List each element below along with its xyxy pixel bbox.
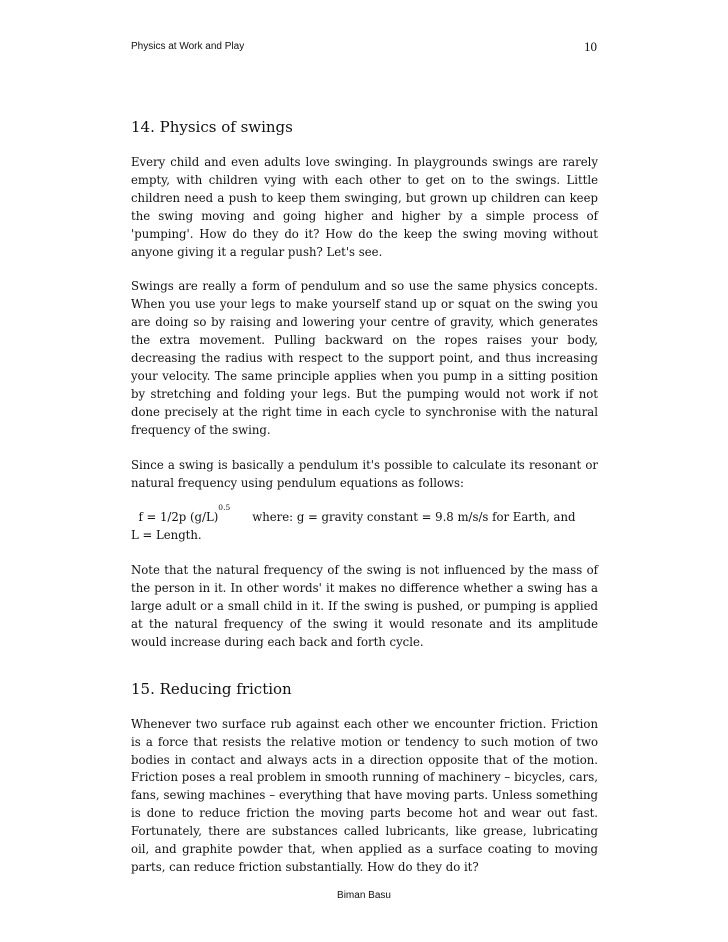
page-body xyxy=(131,117,598,877)
formula-exponent: 0.5 xyxy=(218,503,231,513)
paragraph-swings-frequency: Since a swing is basically a pendulum it's possible to calculate its resonant or natural frequency using pendulum equations as follows: xyxy=(131,457,598,490)
section-heading-friction: 15. Reducing friction xyxy=(131,679,292,698)
formula-where-text: where: g = gravity constant = 9.8 m/s/s for Earth, and xyxy=(252,510,576,525)
formula-expression: f = 1/2p (g/L) xyxy=(138,510,219,525)
formula-block xyxy=(131,503,598,545)
formula-line xyxy=(131,503,576,525)
page-header xyxy=(131,41,597,57)
page-footer-author: Biman Basu xyxy=(337,890,391,901)
running-title: Physics at Work and Play xyxy=(131,41,245,52)
paragraph-swings-intro: Every child and even adults love swinging. In playgrounds swings are rarely empty, with children vying with each other to get on to the swings. Little children need a push to keep them swinging, but grown up children can keep the swing moving and going higher and higher by a simple process of 'pumping'. How do they do it? How do the keep the swing moving without anyone giving it a regular push? Let's see. xyxy=(131,155,598,259)
page-number: 10 xyxy=(584,39,597,54)
section-heading-swings: 14. Physics of swings xyxy=(131,118,293,136)
paragraph-swings-mass: Note that the natural frequency of the swing is not influenced by the mass of the person in it. In other words' it makes no difference whether a swing has a large adult or a small child in it. If the swing is pushed, or pumping is applied at the natural frequency of the swing it would resonate and its amplitude would increase during each back and forth cycle. xyxy=(131,563,598,649)
formula-continuation: L = Length. xyxy=(131,528,202,543)
paragraph-swings-pendulum: Swings are really a form of pendulum and so use the same physics concepts. When you use your legs to make yourself stand up or squat on the swing you are doing so by raising and lowering your centre of gravity, which generates the extra movement. Pulling backward on the ropes raises your body, decreasing the radius with respect to the support point, and thus increasing your velocity. The same principle applies when you pump in a sitting position by stretching and folding your legs. But the pumping would not work if not done precisely at the right time in each cycle to synchronise with the natural frequency of the swing. xyxy=(131,279,598,437)
paragraph-friction: Whenever two surface rub against each other we encounter friction. Friction is a force that resists the relative motion or tendency to such motion of two bodies in contact and always acts in a direction opposite that of the motion. Friction poses a real problem in smooth running of machinery – bicycles, cars, fans, sewing machines – everything that have moving parts. Unless something is done to reduce friction the moving parts become hot and wear out fast. Fortunately, there are substances called lubricants, like grease, lubricating oil, and graphite powder that, when applied as a surface coating to moving parts, can reduce friction substantially. How do they do it? xyxy=(131,716,598,874)
